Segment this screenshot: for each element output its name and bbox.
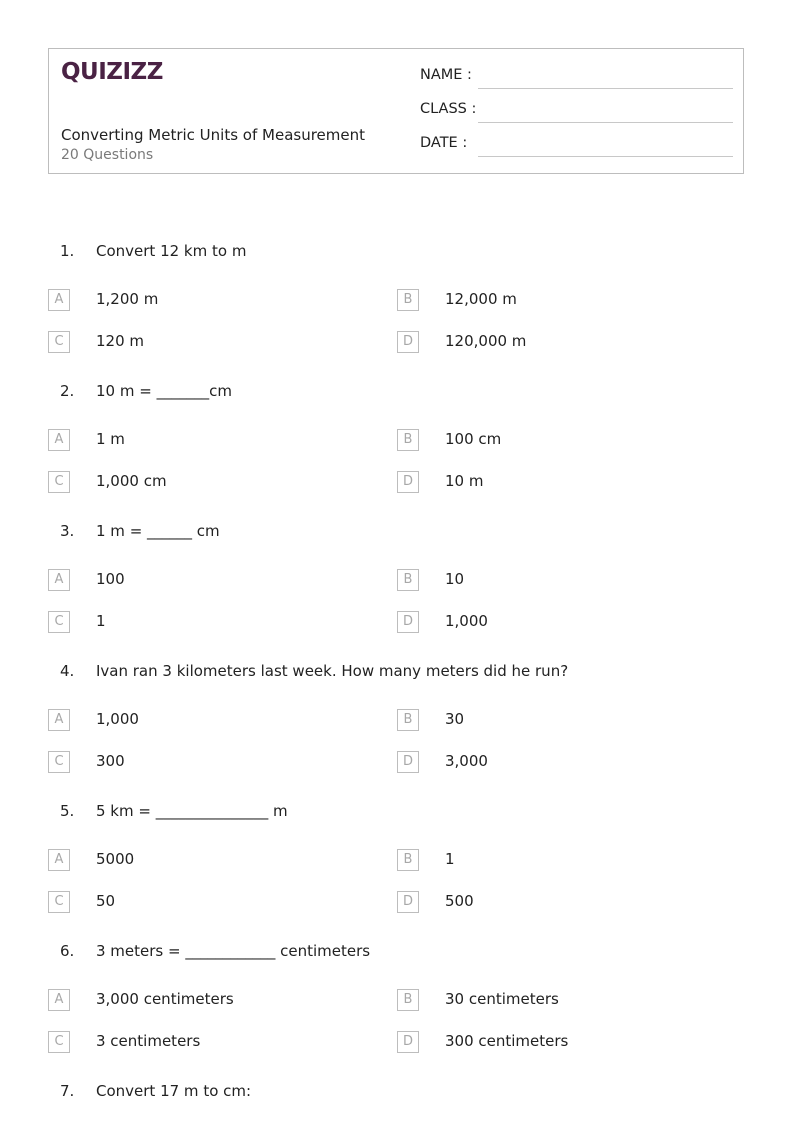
option-letter-box: B: [397, 709, 419, 731]
option-letter-box: D: [397, 331, 419, 353]
option-text: 3,000: [445, 752, 488, 770]
option-text: 120,000 m: [445, 332, 527, 350]
option-letter-box: C: [48, 471, 70, 493]
option-text: 10 m: [445, 472, 484, 490]
option-text: 10: [445, 570, 465, 588]
question-text: Ivan ran 3 kilometers last week. How many meters did he run?: [96, 662, 569, 680]
class-line[interactable]: [478, 122, 733, 123]
name-field[interactable]: [420, 67, 733, 91]
option-letter-box: D: [397, 1031, 419, 1053]
option-text: 300 centimeters: [445, 1032, 569, 1050]
option-letter-box: B: [397, 989, 419, 1011]
option-letter-box: B: [397, 289, 419, 311]
option-text: 50: [96, 892, 116, 910]
option-letter-box: D: [397, 891, 419, 913]
option-text: 1,000: [445, 612, 488, 630]
option-letter-box: C: [48, 331, 70, 353]
option-letter-box: A: [48, 289, 70, 311]
question-number: 4.: [60, 662, 75, 680]
worksheet-title: Converting Metric Units of Measurement: [61, 126, 365, 144]
quizizz-logo: QUIZIZZ: [61, 59, 163, 85]
option-text: 1: [445, 850, 455, 868]
class-label: CLASS :: [420, 101, 477, 117]
option-letter-box: C: [48, 751, 70, 773]
option-letter-box: A: [48, 709, 70, 731]
option-text: 120 m: [96, 332, 145, 350]
question-text: Convert 12 km to m: [96, 242, 247, 260]
option-text: 1: [96, 612, 106, 630]
question-text: 3 meters = ____________ centimeters: [96, 942, 371, 960]
name-line[interactable]: [478, 88, 733, 89]
question-text: 1 m = ______ cm: [96, 522, 220, 540]
question-number: 6.: [60, 942, 75, 960]
question-count: 20 Questions: [61, 147, 154, 163]
option-text: 500: [445, 892, 474, 910]
question-number: 7.: [60, 1082, 75, 1100]
date-label: DATE :: [420, 135, 468, 151]
question-text: 5 km = _______________ m: [96, 802, 288, 820]
option-text: 5000: [96, 850, 135, 868]
option-letter-box: C: [48, 891, 70, 913]
option-text: 1 m: [96, 430, 125, 448]
option-text: 1,000 cm: [96, 472, 167, 490]
option-letter-box: B: [397, 429, 419, 451]
name-label: NAME :: [420, 67, 472, 83]
option-text: 12,000 m: [445, 290, 517, 308]
option-letter-box: D: [397, 611, 419, 633]
question-number: 1.: [60, 242, 75, 260]
option-letter-box: D: [397, 751, 419, 773]
option-letter-box: A: [48, 569, 70, 591]
date-line[interactable]: [478, 156, 733, 157]
question-number: 2.: [60, 382, 75, 400]
option-text: 30: [445, 710, 465, 728]
option-letter-box: B: [397, 569, 419, 591]
option-letter-box: B: [397, 849, 419, 871]
worksheet-header: [48, 48, 744, 174]
option-text: 3,000 centimeters: [96, 990, 234, 1008]
question-text: Convert 17 m to cm:: [96, 1082, 252, 1100]
option-text: 100 cm: [445, 430, 502, 448]
option-letter-box: D: [397, 471, 419, 493]
option-text: 30 centimeters: [445, 990, 559, 1008]
question-number: 5.: [60, 802, 75, 820]
option-letter-box: C: [48, 1031, 70, 1053]
option-text: 3 centimeters: [96, 1032, 201, 1050]
date-field[interactable]: [420, 135, 733, 159]
option-text: 1,200 m: [96, 290, 159, 308]
option-letter-box: C: [48, 611, 70, 633]
option-letter-box: A: [48, 429, 70, 451]
question-text: 10 m = _______cm: [96, 382, 232, 400]
option-letter-box: A: [48, 849, 70, 871]
option-letter-box: A: [48, 989, 70, 1011]
class-field[interactable]: [420, 101, 733, 125]
option-text: 100: [96, 570, 125, 588]
option-text: 1,000: [96, 710, 139, 728]
question-number: 3.: [60, 522, 75, 540]
option-text: 300: [96, 752, 125, 770]
